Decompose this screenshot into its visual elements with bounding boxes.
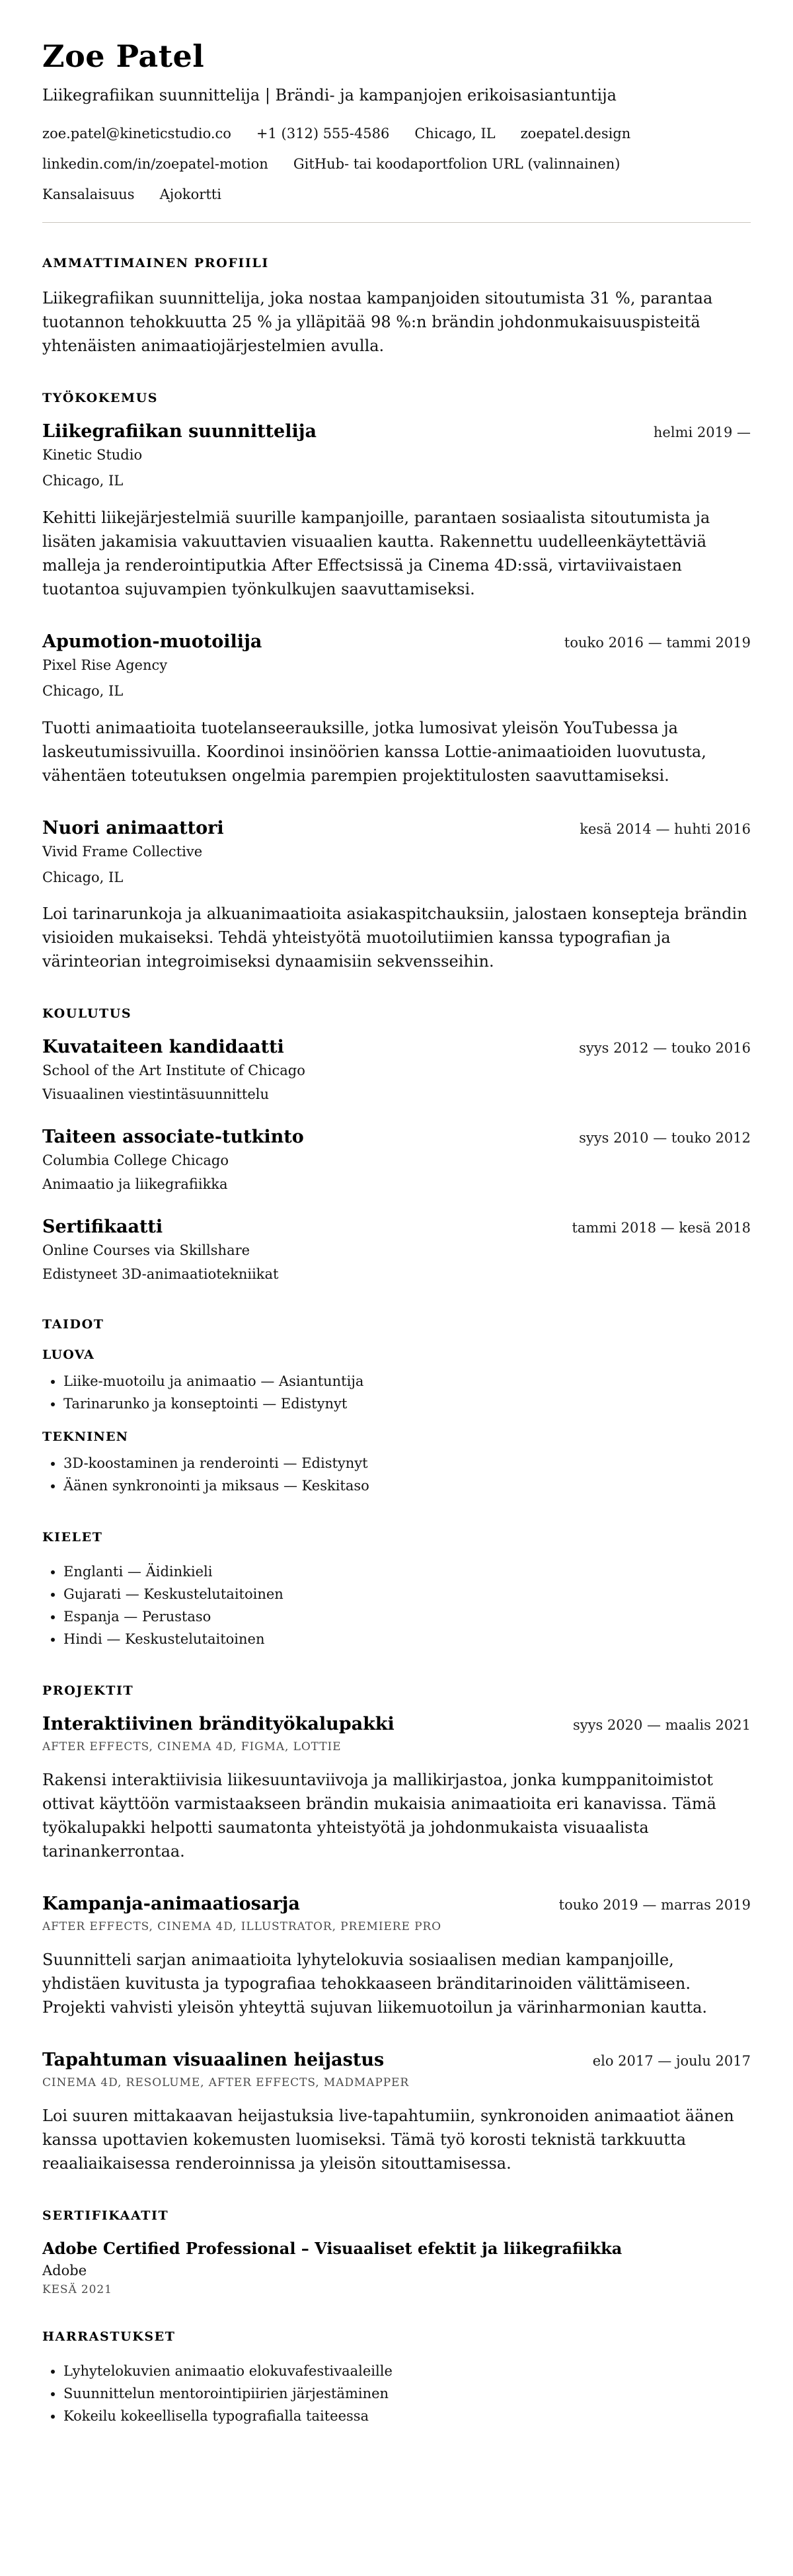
contact-driving-license: Ajokortti	[159, 186, 221, 203]
skill-group-name: LUOVA	[42, 1348, 95, 1363]
section-skills	[42, 1317, 751, 1497]
certifications-heading: SERTIFIKAATIT	[42, 2208, 169, 2224]
education-entry	[42, 1127, 751, 1194]
education-dates: tammi 2018 — kesä 2018	[572, 1220, 751, 1236]
job-description: Kehitti liikejärjestelmiä suurille kampanjoille, parantaen sosiaalista sitoutumista ja lisäten jakamisia vakuuttavien visuaalien kautta. Rakennettu uudelleenkäytettäviä malleja ja renderointiputkia After Effectsissä ja Cinema 4D:ssä, virtaviivaistaen tuotantoa sujuvampien työnkulkujen saavuttamiseksi.	[42, 508, 710, 598]
hobbies-heading: HARRASTUKSET	[42, 2329, 176, 2345]
project-dates: syys 2020 — maalis 2021	[572, 1717, 751, 1734]
language-list	[42, 1560, 751, 1650]
experience-heading: TYÖKOKEMUS	[42, 390, 159, 405]
contact-portfolio: GitHub- tai koodaportfolion URL (valinnainen)	[293, 155, 621, 172]
language-item: • Gujarati — Keskustelutaitoinen	[63, 1583, 751, 1605]
contact-citizenship: Kansalaisuus	[42, 186, 135, 203]
school-name: Online Courses via Skillshare	[42, 1242, 250, 1259]
entry-head	[42, 631, 751, 652]
person-name: Zoe Patel	[42, 38, 205, 74]
project-title: Kampanja-animaatiosarja	[42, 1894, 300, 1915]
project-entry	[42, 1894, 751, 2019]
job-description: Tuotti animaatioita tuotelanseerauksille, jotka lumosivat yleisön YouTubessa ja laskeutumissivuilla. Koordinoi insinöörien kanssa Lottie-animaatioiden luovutusta, vähentäen toteutuksen ongelmia parempien projektitulosten saavuttamiseksi.	[42, 718, 706, 785]
contact-location: Chicago, IL	[414, 125, 496, 141]
experience-entry	[42, 421, 751, 601]
entry-head	[42, 1217, 751, 1237]
job-company: Kinetic Studio	[42, 446, 143, 463]
entry-head	[42, 2050, 751, 2070]
profile-heading: AMMATTIMAINEN PROFIILI	[42, 255, 269, 270]
project-description: Rakensi interaktiivisia liikesuuntaviivoja ja mallikirjastoa, jonka kumppanitoimistot ottivat käyttöön varmistaakseen brändin mukaisia animaatioita eri kanavissa. Tämä työkalupakki helpotti saumatonta yhteistyötä ja johdonmukaista visuaalista tarinankerrontaa.	[42, 1771, 716, 1861]
entry-head	[42, 1894, 751, 1914]
experience-entry	[42, 818, 751, 974]
job-location: Chicago, IL	[42, 869, 124, 885]
language-item: • Espanja — Perustaso	[63, 1605, 751, 1628]
contact-website: zoepatel.design	[520, 125, 631, 141]
project-dates: touko 2019 — marras 2019	[558, 1897, 751, 1913]
skill-item: • 3D-koostaminen ja renderointi — Edistynyt	[63, 1452, 751, 1474]
contact-row-1	[42, 124, 751, 143]
contact-row-3	[42, 185, 751, 204]
contact-phone: +1 (312) 555-4586	[256, 125, 390, 141]
project-title: Interaktiivinen brändityökalupakki	[42, 1714, 395, 1735]
project-description: Loi suuren mittakaavan heijastuksia live-tapahtumiin, synkronoiden animaatiot äänen kanssa upottavien kokemusten luomiseksi. Tämä työ korosti teknistä tarkkuutta reaaliaikaisessa renderoinnissa ja yleisön sitouttamisessa.	[42, 2107, 734, 2173]
project-title: Tapahtuman visuaalinen heijastus	[42, 2050, 385, 2071]
languages-heading: KIELET	[42, 1530, 103, 1545]
skill-item: • Liike-muotoilu ja animaatio — Asiantuntija	[63, 1370, 751, 1392]
section-languages	[42, 1530, 751, 1650]
job-title: Nuori animaattori	[42, 817, 224, 838]
school-name: School of the Art Institute of Chicago	[42, 1063, 305, 1079]
language-item: • Hindi — Keskustelutaitoinen	[63, 1628, 751, 1650]
degree-title: Kuvataiteen kandidaatti	[42, 1037, 284, 1058]
job-dates: kesä 2014 — huhti 2016	[580, 821, 751, 837]
headline: Liikegrafiikan suunnittelija | Brändi- ja kampanjojen erikoisasiantuntija	[42, 86, 617, 104]
certification-entry	[42, 2239, 751, 2296]
experience-entry	[42, 631, 751, 787]
field-of-study: Visuaalinen viestintäsuunnittelu	[42, 1086, 270, 1102]
education-entry	[42, 1037, 751, 1104]
hobby-list	[42, 2360, 751, 2427]
skill-item: • Äänen synkronointi ja miksaus — Keskitaso	[63, 1474, 751, 1497]
entry-head	[42, 421, 751, 442]
certification-date: KESÄ 2021	[42, 2283, 112, 2297]
section-certifications	[42, 2208, 751, 2296]
profile-text: Liikegrafiikan suunnittelija, joka nostaa kampanjoiden sitoutumista 31 %, parantaa tuotannon tehokkuutta 25 % ja ylläpitää 98 %:n brändin johdonmukaisuuspisteitä yhtenäisten animaatiojärjestelmien avulla.	[42, 288, 713, 355]
degree-title: Taiteen associate-tutkinto	[42, 1127, 304, 1148]
certification-name: Adobe Certified Professional – Visuaaliset efektit ja liikegrafiikka	[42, 2239, 623, 2259]
project-dates: elo 2017 — joulu 2017	[592, 2053, 751, 2070]
job-company: Vivid Frame Collective	[42, 843, 203, 860]
project-entry	[42, 1714, 751, 1863]
job-dates: helmi 2019 —	[653, 424, 751, 440]
language-item: • Englanti — Äidinkieli	[63, 1560, 751, 1583]
contact-email: zoe.patel@kineticstudio.co	[42, 125, 231, 141]
job-location: Chicago, IL	[42, 473, 124, 489]
project-stack: AFTER EFFECTS, CINEMA 4D, ILLUSTRATOR, PREMIERE PRO	[42, 1920, 441, 1934]
section-projects	[42, 1683, 751, 2175]
section-education	[42, 1006, 751, 1284]
job-description: Loi tarinarunkoja ja alkuanimaatioita asiakaspitchauksiin, jalostaen konsepteja brändin visioiden mukaiseksi. Tehdä yhteistyötä muotoilutiimien kanssa typografian ja värinteorian integroimiseksi dynaamisiin sekvensseihin.	[42, 905, 747, 971]
education-entry	[42, 1217, 751, 1284]
contact-linkedin: linkedin.com/in/zoepatel-motion	[42, 155, 268, 172]
project-stack: AFTER EFFECTS, CINEMA 4D, FIGMA, LOTTIE	[42, 1740, 342, 1754]
project-description: Suunnitteli sarjan animaatioita lyhytelokuvia sosiaalisen median kampanjoille, yhdistäen kuvitusta ja typografiaa tehokkaaseen bränditarinoiden välittämiseen. Projekti vahvisti yleisön yhteyttä sujuvan liikemuotoilun ja värinharmonian kautta.	[42, 1951, 708, 2017]
projects-heading: PROJEKTIT	[42, 1683, 134, 1699]
field-of-study: Animaatio ja liikegrafiikka	[42, 1176, 228, 1192]
education-heading: KOULUTUS	[42, 1006, 132, 1022]
job-company: Pixel Rise Agency	[42, 657, 168, 673]
education-dates: syys 2010 — touko 2012	[579, 1130, 751, 1147]
section-profile	[42, 256, 751, 358]
skill-group-name: TEKNINEN	[42, 1429, 129, 1445]
entry-head	[42, 1037, 751, 1057]
entry-head	[42, 818, 751, 838]
education-dates: syys 2012 — touko 2016	[579, 1040, 751, 1057]
skill-item: • Tarinarunko ja konseptointi — Edistynyt	[63, 1392, 751, 1415]
school-name: Columbia College Chicago	[42, 1152, 229, 1169]
job-title: Apumotion-muotoilija	[42, 631, 262, 652]
hobby-item: • Suunnittelun mentorointipiirien järjestäminen	[63, 2382, 751, 2405]
skills-heading: TAIDOT	[42, 1317, 104, 1332]
job-title: Liikegrafiikan suunnittelija	[42, 421, 317, 442]
skill-list	[42, 1370, 751, 1415]
resume-header	[42, 38, 751, 205]
header-divider	[42, 222, 751, 223]
project-stack: CINEMA 4D, RESOLUME, AFTER EFFECTS, MADMAPPER	[42, 2076, 410, 2090]
skill-list	[42, 1452, 751, 1497]
contact-row-2	[42, 155, 751, 174]
degree-title: Sertifikaatti	[42, 1217, 163, 1238]
job-dates: touko 2016 — tammi 2019	[564, 634, 751, 651]
section-hobbies	[42, 2329, 751, 2427]
project-entry	[42, 2050, 751, 2175]
section-experience	[42, 391, 751, 974]
entry-head	[42, 1714, 751, 1734]
hobby-item: • Lyhytelokuvien animaatio elokuvafestivaaleille	[63, 2360, 751, 2382]
job-location: Chicago, IL	[42, 683, 124, 700]
hobby-item: • Kokeilu kokeellisella typografialla taiteessa	[63, 2405, 751, 2427]
field-of-study: Edistyneet 3D-animaatiotekniikat	[42, 1266, 279, 1282]
entry-head	[42, 1127, 751, 1147]
certification-issuer: Adobe	[42, 2263, 87, 2279]
